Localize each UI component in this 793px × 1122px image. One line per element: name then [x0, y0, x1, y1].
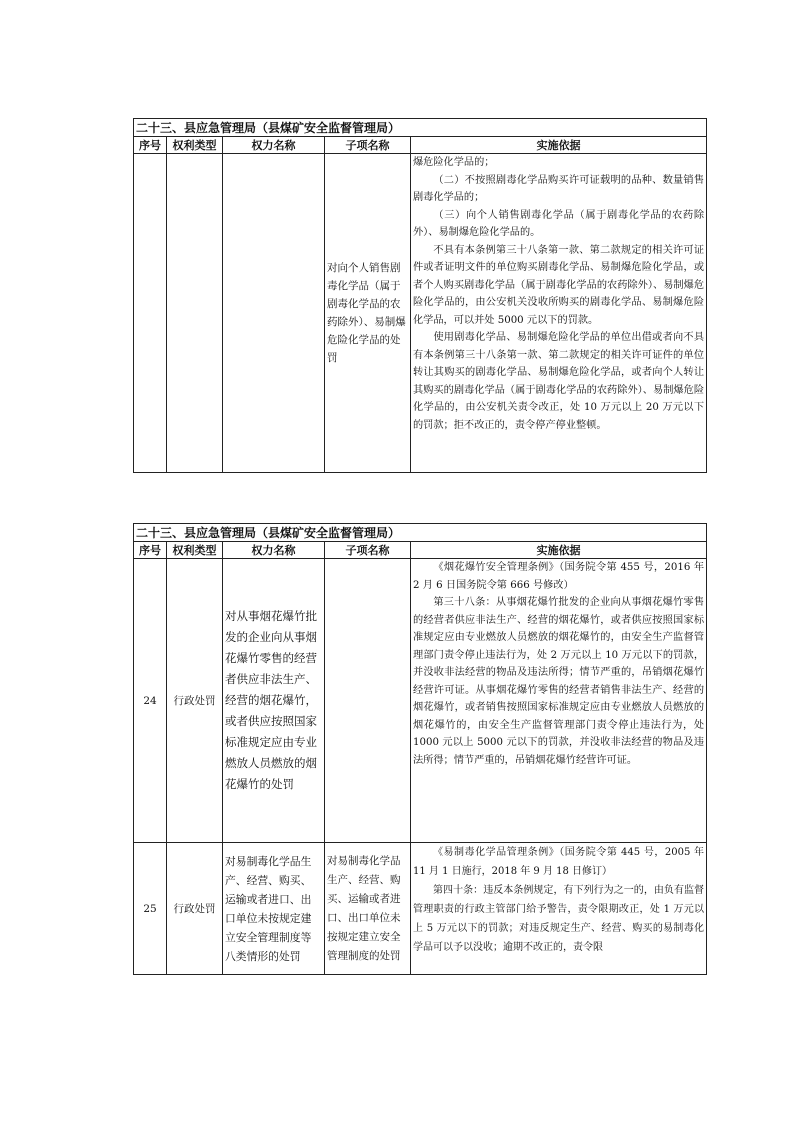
header-sub-name: 子项名称: [325, 542, 411, 559]
enforcement-table-1: [133, 118, 707, 473]
basis-paragraph: 使用剧毒化学品、易制爆危险化学品的单位出借或者向不具有本条例第三十八条第一款、第二款规定的相关许可证件的单位转让其购买的剧毒化学品、易制爆危险化学品，或者向个人转让其购买的剧毒化学品（属于剧毒化学品的农药除外）、易制爆危险化学品的，由公安机关责令改正，处 10 万元以上 20 万元以下的罚款；拒不改正的，责令停产停业整顿。: [413, 332, 705, 431]
header-seq: 序号: [134, 137, 167, 154]
header-seq: 序号: [134, 542, 167, 559]
row-basis: [411, 559, 707, 843]
row-basis: [411, 843, 707, 975]
header-type: 权利类型: [167, 542, 223, 559]
header-basis: 实施依据: [411, 542, 707, 559]
basis-paragraph: 第四十条：违反本条例规定，有下列行为之一的，由负有监督管理职责的行政主管部门给予警告，责令限期改正，处 1 万元以上 5 万元以下的罚款；对违反规定生产、经营、购买的易制毒化学品可以予以没收；逾期不改正的，责令限: [413, 885, 705, 953]
row-power-name: 对从事烟花爆竹批发的企业向从事烟花爆竹零售的经营者供应非法生产、经营的烟花爆竹，或者供应按照国家标准规定应由专业燃放人员燃放的烟花爆竹的处罚: [223, 559, 325, 843]
row-type: 行政处罚: [167, 843, 223, 975]
row-sub-name: 对易制毒化学品生产、经营、购买、运输或者进口、出口单位未按规定建立安全管理制度的处罚: [325, 843, 411, 975]
basis-paragraph: 第三十八条：从事烟花爆竹批发的企业向从事烟花爆竹零售的经营者供应非法生产、经营的烟花爆竹，或者供应按照国家标准规定应由专业燃放人员燃放的烟花爆竹的，由安全生产监督管理部门责令停止违法行为，处 2 万元以上 10 万元以下的罚款，并没收非法经营的物品及违法所得；情节严重的，吊销烟花爆竹经营许可证。从事烟花爆竹零售的经营者销售非法生产、经营的烟花爆竹，或者销售按照国家标准规定应由专业燃放人员燃放的烟花爆竹的，由安全生产监督管理部门责令停止违法行为，处 1000 元以上 5000 元以下的罚款，并没收非法经营的物品及违法所得；情节严重的，吊销烟花爆竹经营许可证。: [413, 597, 705, 766]
header-type: 权利类型: [167, 137, 223, 154]
table-row: [134, 559, 707, 843]
row-seq: 25: [134, 843, 167, 975]
row-power-name: [223, 154, 325, 473]
header-row: [134, 542, 707, 559]
row-seq: 24: [134, 559, 167, 843]
header-power-name: 权力名称: [223, 137, 325, 154]
basis-paragraph: （二）不按照剧毒化学品购买许可证载明的品种、数量销售剧毒化学品的；: [413, 174, 705, 203]
row-basis: [411, 154, 707, 473]
basis-paragraph: 《易制毒化学品管理条例》（国务院令第 445 号，2005 年 11 月 1 日施行，2018 年 9 月 18 日修订）: [413, 847, 705, 877]
enforcement-table-2: [133, 523, 707, 975]
row-power-name: 对易制毒化学品生产、经营、购买、运输或者进口、出口单位未按规定建立安全管理制度等八类情形的处罚: [223, 843, 325, 975]
row-type: 行政处罚: [167, 559, 223, 843]
basis-paragraph: （三）向个人销售剧毒化学品（属于剧毒化学品的农药除外）、易制爆危险化学品的。: [413, 209, 705, 238]
header-power-name: 权力名称: [223, 542, 325, 559]
header-basis: 实施依据: [411, 137, 707, 154]
row-sub-name: [325, 559, 411, 843]
row-type: [167, 154, 223, 473]
table-row: [134, 154, 707, 473]
header-row: [134, 137, 707, 154]
header-sub-name: 子项名称: [325, 137, 411, 154]
table-title: 二十三、县应急管理局（县煤矿安全监督管理局）: [134, 524, 707, 542]
basis-paragraph: 《烟花爆竹安全管理条例》（国务院令第 455 号，2016 年 2 月 6 日国务院令第 666 号修改）: [413, 562, 705, 591]
row-sub-name: 对向个人销售剧毒化学品（属于剧毒化学品的农药除外）、易制爆危险化学品的处罚: [325, 154, 411, 473]
table-title: 二十三、县应急管理局（县煤矿安全监督管理局）: [134, 119, 707, 137]
basis-paragraph: 爆危险化学品的；: [413, 157, 495, 168]
row-seq: [134, 154, 167, 473]
basis-paragraph: 不具有本条例第三十八条第一款、第二款规定的相关许可证件或者证明文件的单位购买剧毒化学品、易制爆危险化学品，或者个人购买剧毒化学品（属于剧毒化学品的农药除外）、易制爆危险化学品的，由公安机关没收所购买的剧毒化学品、易制爆危险化学品，可以并处 5000 元以下的罚款。: [413, 244, 705, 326]
table-row: [134, 843, 707, 975]
